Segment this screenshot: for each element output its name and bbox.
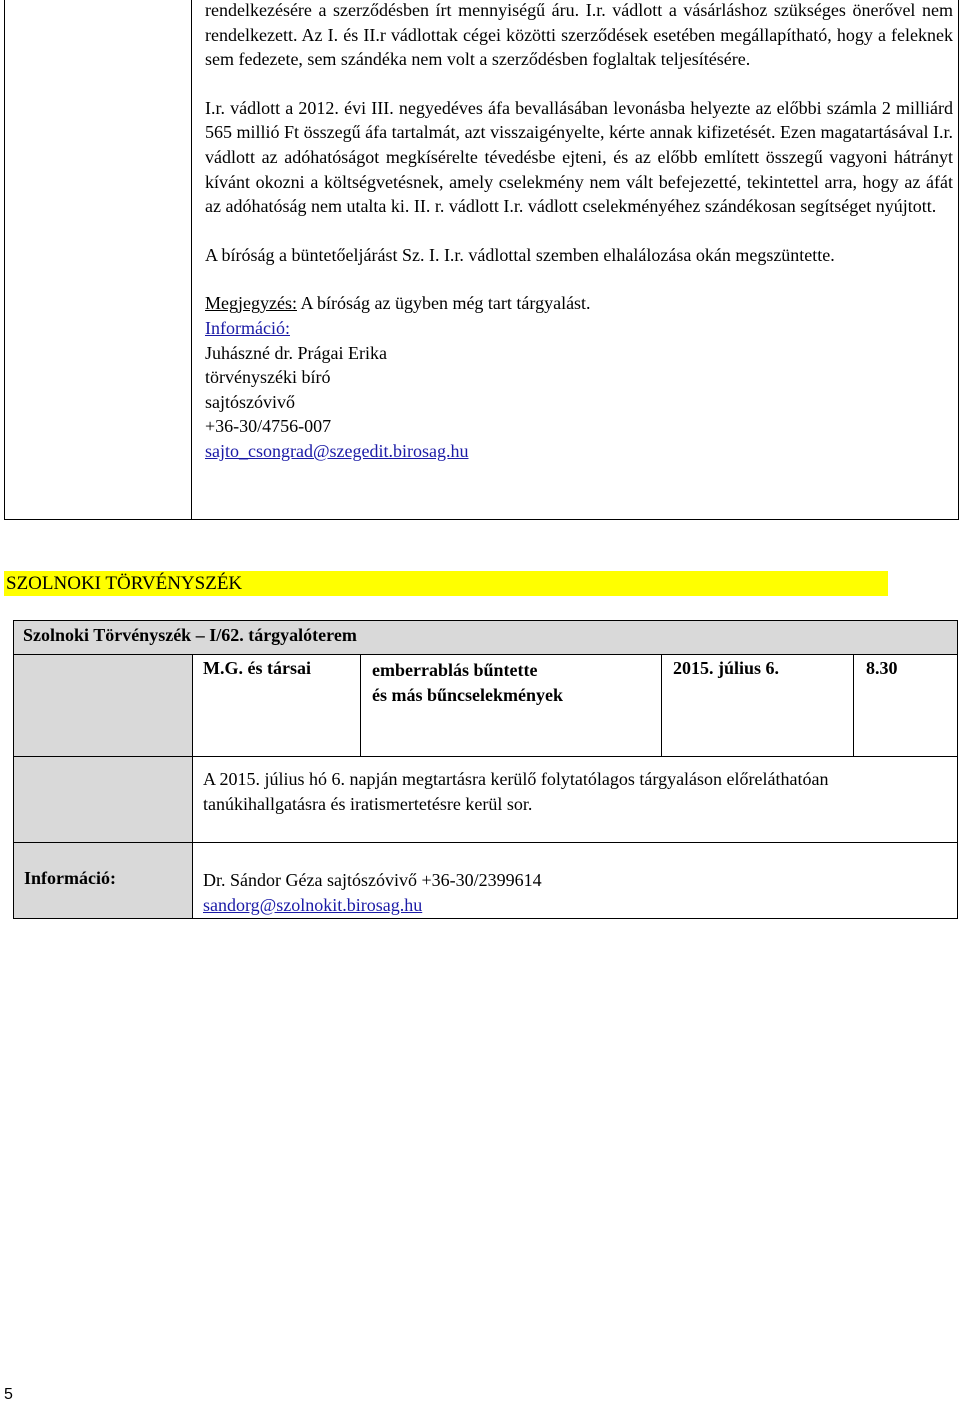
charge-line-1: emberrablás bűntette <box>372 660 538 680</box>
contact-role: sajtószóvivő <box>205 391 295 412</box>
press-contact-cell <box>192 842 958 919</box>
page-number: 5 <box>4 1386 13 1403</box>
press-contact-line: Dr. Sándor Géza sajtószóvivő +36-30/2399614 <box>203 870 542 890</box>
contact-email-link[interactable]: sajto_csongrad@szegedit.birosag.hu <box>205 440 469 461</box>
court-heading: SZOLNOKI TÖRVÉNYSZÉK <box>4 571 888 596</box>
left-grey-cell <box>13 654 193 757</box>
hearing-description-cell: A 2015. július hó 6. napján megtartásra kerülő folytatólagos tárgyaláson előreláthatóan tanúkihallgatásra és iratismertetésre kerül sor. <box>192 756 958 843</box>
courtroom-cell: Szolnoki Törvényszék – I/62. tárgyalóterem <box>13 620 958 655</box>
info-label-cell: Információ: <box>13 842 193 919</box>
note-label: Megjegyzés: <box>205 293 297 314</box>
charge-line-2: és más bűncselekmények <box>372 685 564 705</box>
contact-phone: +36-30/4756-007 <box>205 416 332 437</box>
contact-title: törvényszéki bíró <box>205 367 331 388</box>
charge-cell <box>360 654 662 757</box>
defendant-cell: M.G. és társai <box>192 654 361 757</box>
press-contact-email-link[interactable]: sandorg@szolnokit.birosag.hu <box>203 894 423 915</box>
note-text: A bíróság az ügyben még tart tárgyalást. <box>296 293 591 314</box>
info-label-text: Információ: <box>205 317 290 338</box>
hearing-time-cell: 8.30 <box>853 654 958 757</box>
previous-case-left-cell <box>5 0 192 519</box>
case-paragraph-2: I.r. vádlott a 2012. évi III. negyedéves áfa bevallásában levonásba helyezte az előbbi számla 2 milliárd 565 millió Ft összegű áfa tartalmát, azt visszaigényelte, kérte annak kifizetését. Ezen magatartásával I.r. vádlott az adóhatóságot megkísérelte tévedésbe ejteni, és az előbb említett összegű vagyoni hátrányt kívánt okozni a költségvetésnek, amely cselekmény nem vált befejezetté, tekintettel arra, hogy az áfát az adóhatóság nem utalta ki. II. r. vádlott I.r. vádlott cselekményéhez szándékosan segítséget nyújtott. <box>205 97 953 217</box>
previous-case-content <box>205 0 953 464</box>
contact-name: Juhászné dr. Prágai Erika <box>205 342 387 363</box>
hearing-table <box>13 620 958 919</box>
case-paragraph-1: rendelkezésére a szerződésben írt mennyiségű áru. I.r. vádlott a vásárláshoz szükséges önerővel nem rendelkezett. Az I. és II.r vádlottak cégei közötti szerződések esetében megállapítható, hogy a feleknek sem fedezete, sem szándéka nem volt a szerződésben foglaltak teljesítésére. <box>205 0 953 70</box>
previous-case-block <box>4 0 959 520</box>
hearing-date-cell: 2015. július 6. <box>661 654 854 757</box>
note-line <box>205 291 953 316</box>
info-label <box>205 316 953 341</box>
left-grey-cell <box>13 756 193 843</box>
case-paragraph-3: A bíróság a büntetőeljárást Sz. I. I.r. vádlottal szemben elhalálozása okán megszüntette. <box>205 244 835 265</box>
